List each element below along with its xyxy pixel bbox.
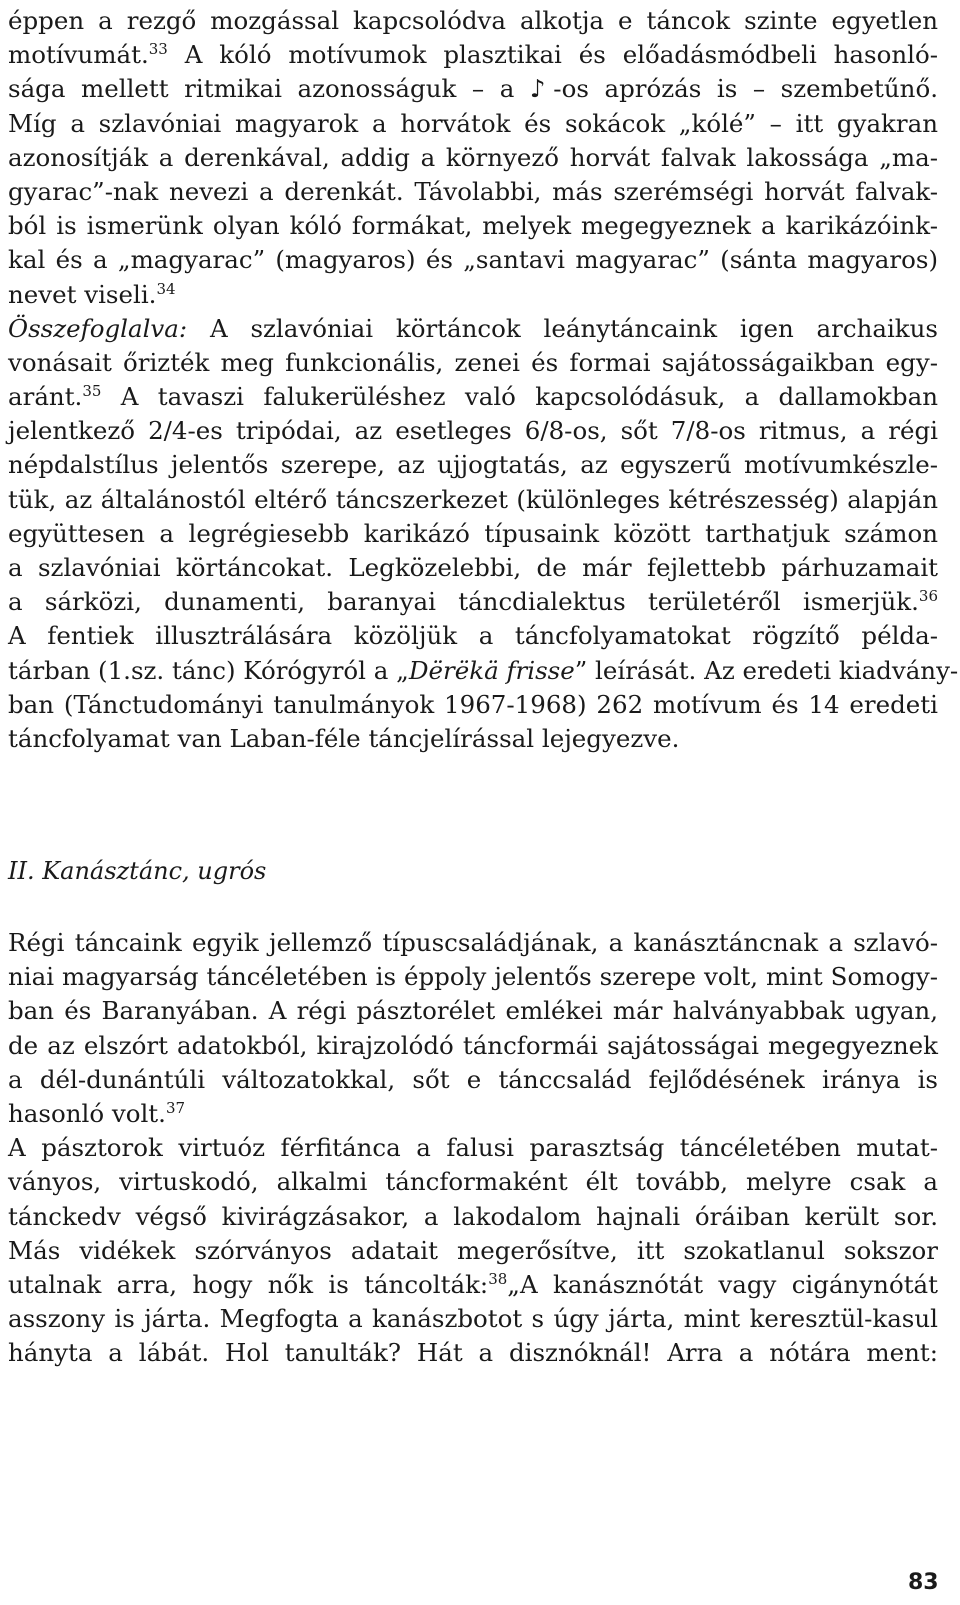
paragraph-group-2 [8,926,938,1370]
text-line: ban és Baranyában. A régi pásztorélet emlékei már halványabbak ugyan, [8,996,938,1026]
text-line: Más vidékek szórványos adatait megerősítve, itt szokatlanul sokszor [8,1235,938,1265]
text-run: A szlavóniai körtáncok leánytáncaink igen archaikus [187,313,938,343]
text-line [8,312,938,346]
text-run: ” leírását. Az eredeti kiadvány- [574,655,959,685]
footnote-ref-37: 37 [165,1098,186,1117]
footnote-ref-35: 35 [82,382,102,401]
text-line: ból is ismerünk olyan kóló formákat, melyek megegyeznek a karikázóink- [8,211,938,241]
text-line: hányta a lábát. Hol tanulták? Hát a disznóknál! Arra a nótára ment: [8,1338,938,1368]
text-run: nevet viseli. [8,279,157,309]
text-line: de az elszórt adatokból, kirajzolódó táncformái sajátosságai megegyeznek [8,1030,938,1060]
text-line: népdalstílus jelentős szerepe, az ujjogtatás, az egyszerű motívumkészle- [8,450,938,480]
text-line: a szlavóniai körtáncokat. Legközelebbi, de már fejlettebb párhuzamait [8,553,938,582]
text-line: A fentiek illusztrálására közöljük a táncfolyamatokat rögzítő példa- [8,621,938,651]
summary-label: Összefoglalva: [8,313,188,343]
text-line: ványos, virtuskodó, alkalmi táncformaként élt tovább, melyre csak a [8,1167,938,1197]
text-run: a sárközi, dunamenti, baranyai táncdialektus területéről ismerjük. [8,587,919,617]
text-line: táncfolyamat van Laban-féle táncjelírással lejegyezve. [8,723,680,753]
text-line: kal és a „magyarac” (magyaros) és „santavi magyarac” (sánta magyaros) [8,245,938,275]
text-run: utalnak arra, hogy nők is táncolták: [8,1269,489,1299]
text-line: vonásait őrizték meg funkcionális, zenei és formai sajátosságaikban egy- [8,347,938,377]
text-line: Régi táncaink egyik jellemző típuscsaládjának, a kanásztáncnak a szlavó- [8,928,938,957]
text-line: gyarac”-nak nevezi a derenkát. Távolabbi, más szerémségi horvát falvak- [8,176,938,206]
footnote-ref-36: 36 [918,587,938,606]
text-line [8,1268,938,1302]
section-heading: II. Kanásztánc, ugrós [8,857,267,885]
text-line: sága mellett ritmikai azonosságuk – a ♪-os aprózás is – szembetűnő. [8,74,938,104]
page-number: 83 [908,1570,939,1595]
text-line: A pásztorok virtuóz férfitánca a falusi parasztság táncéletében mutat- [8,1133,938,1163]
text-line [8,1097,938,1131]
text-line: éppen a rezgő mozgással kapcsolódva alkotja e táncok szinte egyetlen [8,6,938,35]
text-line: azonosítják a derenkával, addig a környező horvát falvak lakossága „ma- [8,142,938,172]
text-line: együttesen a legrégiesebb karikázó típusaink között tarthatjuk számon [8,518,938,548]
text-line: ban (Tánctudományi tanulmányok 1967-1968) 262 motívum és 14 eredeti [8,689,938,719]
text-run: motívumát. [8,40,149,70]
paragraph-group-1 [8,4,959,756]
text-run: A kóló motívumok plasztikai és előadásmódbeli hasonló- [167,40,938,70]
text-line [8,654,959,688]
footnote-ref-38: 38 [488,1269,508,1288]
text-line: Míg a szlavóniai magyarok a horvátok és sokácok „kólé” – itt gyakran [8,108,938,138]
text-line: asszony is járta. Megfogta a kanászbotot s úgy járta, mint keresztül-kasul [8,1304,938,1334]
text-line: niai magyarság táncéletében is éppoly jelentős szerepe volt, mint Somogy- [8,962,938,992]
text-line [8,380,938,414]
dance-title: Dërëkä frisse [408,655,575,685]
text-line [8,585,938,619]
footnote-ref-33: 33 [148,40,168,59]
text-run: „A kanásznótát vagy cigánynótát [507,1269,938,1299]
text-run: A tavaszi falukerüléshez való kapcsolódásuk, a dallamokban [101,382,938,412]
text-line [8,38,938,72]
footnote-ref-34: 34 [156,279,176,298]
text-run: aránt. [8,382,83,412]
text-run: hasonló volt. [8,1098,166,1128]
text-line [8,278,938,312]
text-run: tárban (1.sz. tánc) Kórógyról a „ [8,655,409,685]
text-line: tánckedv végső kivirágzásakor, a lakodalom hajnali óráiban került sor. [8,1201,938,1231]
book-page [8,0,959,1605]
text-line: tük, az általánostól eltérő táncszerkezet (különleges kétrészesség) alapján [8,484,938,514]
text-line: a dél-dunántúli változatokkal, sőt e tánccsalád fejlődésének iránya is [8,1064,938,1094]
text-line: jelentkező 2/4-es tripódai, az esetleges 6/8-os, sőt 7/8-os ritmus, a régi [8,416,938,446]
